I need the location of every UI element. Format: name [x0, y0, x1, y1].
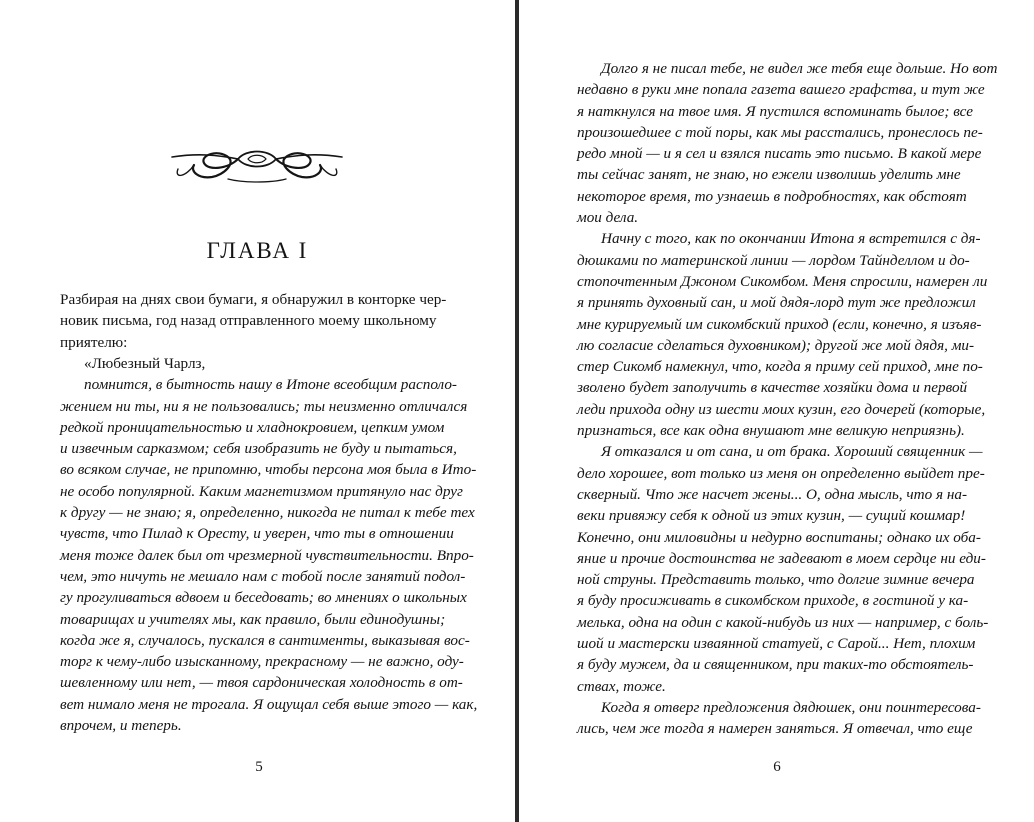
text-line: гу прогуливаться вдвоем и беседовать; во мнениях о школьных	[60, 589, 467, 607]
text-line: зволено будет заполучить в качестве хозяйки дома и первой	[577, 379, 968, 397]
text-line: Долго я не писал тебе, не видел же тебя еще дольше. Но вот	[601, 60, 998, 77]
text-line: и извечным сарказмом; себя изобразить не буду и пытаться,	[60, 440, 457, 458]
text-line: произошедшее с той поры, как мы расстались, пронеслось пе-	[577, 123, 983, 141]
text-line: признаться, все как одна внушают мне великую неприязнь).	[577, 422, 965, 440]
text-line: яние и прочие достоинства не задевают в моем сердце ни еди-	[577, 549, 986, 567]
text-line: чем, это ничуть не мешало нам с тобой после занятий подол-	[60, 567, 466, 585]
text-line: ствах, тоже.	[577, 677, 666, 695]
text-line: лю согласие сделаться духовником); другой же мой дядя, ми-	[577, 336, 975, 354]
intro-paragraph	[60, 289, 460, 353]
text-line: леди прихода одну из шести моих кузин, его дочерей (которые,	[577, 400, 986, 418]
text-line: Когда я отверг предложения дядюшек, они поинтересова-	[601, 698, 981, 716]
text-line: мои дела.	[577, 209, 639, 227]
left-page	[0, 0, 515, 822]
text-line: я наткнулся на твое имя. Я пустился вспоминать былое; все	[577, 102, 973, 120]
text-line: Начну с того, как по окончании Итона я встретился с дя-	[601, 230, 981, 248]
text-line: Я отказался и от сана, и от брака. Хороший священник —	[601, 443, 983, 461]
letter-salutation: «Любезный Чарлз,	[84, 355, 206, 372]
text-line: лись, чем же тогда я намерен заняться. Я отвечал, что еще	[577, 720, 973, 738]
text-line: во всяком случае, не припомню, чтобы персона моя была в Ито-	[60, 461, 477, 479]
text-line: я принять духовный сан, и мой дядя-лорд тут же предложил	[577, 294, 976, 312]
text-line: стер Сикомб намекнул, что, когда я приму сей приход, мне по-	[577, 358, 983, 376]
text-line: Разбирая на днях свои бумаги, я обнаружил в конторке чер-	[60, 291, 447, 308]
text-line: чувств, что Пилад к Оресту, и уверен, что ты в отношении	[60, 525, 454, 543]
text-line: новик письма, год назад отправленного моему школьному	[60, 312, 437, 330]
text-line: редо мной — и я сел и взялся писать это письмо. В какой мере	[577, 145, 982, 163]
text-line: шой и мастерски изваянной статуей, с Сарой... Нет, плохим	[577, 635, 976, 653]
text-line: стопочтенным Джоном Сикомбом. Меня спросили, намерен ли	[577, 272, 988, 290]
text-line: редкой проницательностью и хладнокровием, цепким умом	[60, 418, 445, 436]
text-line: ты сейчас занят, не знаю, но ежели изволишь уделить мне	[577, 166, 961, 184]
right-page	[519, 0, 1034, 822]
text-line: мне курируемый им сикомбский приход (если, конечно, я изъяв-	[577, 315, 982, 333]
text-line: недавно в руки мне попала газета вашего графства, и тут же	[577, 81, 985, 99]
text-line: приятелю:	[60, 333, 128, 351]
page-number: 6	[773, 759, 781, 775]
ornament-flourish-icon	[168, 135, 346, 187]
text-line: товарищах и учителях мы, как правило, были единодушны;	[60, 610, 446, 628]
text-line: впрочем, и теперь.	[60, 717, 182, 735]
text-line: мелька, одна на один с какой-нибудь из них — например, с боль-	[577, 613, 989, 631]
text-line: дело хорошее, вот только из меня он определенно выйдет пре-	[577, 464, 985, 482]
text-line: меня тоже далек был от чрезмерной чувствительности. Впро-	[60, 546, 474, 564]
text-line: шевленному или нет, — твоя сардоническая холодность в от-	[60, 674, 463, 692]
letter-text	[60, 353, 478, 736]
text-line: Конечно, они миловидны и недурно воспитаны; однако их оба-	[577, 528, 981, 546]
text-line: веки привяжу себя к одной из этих кузин, — сущий кошмар!	[577, 507, 966, 525]
text-line: торг к чему-либо изысканному, прекрасному — не важно, оду-	[60, 653, 464, 671]
text-line: дюшками по материнской линии — лордом Тайнделлом и до-	[577, 251, 970, 269]
text-line: к другу — не знаю; я, определенно, никогда не питал к тебе тех	[60, 504, 475, 522]
text-line: жением ни ты, ни я не пользовались; ты неизменно отличался	[60, 397, 468, 415]
text-line: не особо популярной. Каким магнетизмом притянуло нас друг	[60, 482, 463, 500]
text-line: скверный. Что же насчет жены... О, одна мысль, что я на-	[577, 485, 968, 503]
text-line: я буду просиживать в сикомбском приходе, в гостиной у ка-	[577, 592, 969, 610]
text-line: вет нимало меня не трогала. Я ощущал себя выше этого — как,	[60, 695, 478, 713]
text-line: некоторое время, то узнаешь в подробностях, как обстоят	[577, 187, 967, 205]
text-line: ной струны. Представить только, что долгие зимние вечера	[577, 571, 975, 589]
page-number: 5	[255, 759, 263, 775]
text-line: когда же я, случалось, пускался в сантименты, выказывая вос-	[60, 631, 470, 649]
text-line: помнится, в бытность нашу в Итоне всеобщим располо-	[84, 376, 457, 394]
chapter-title: ГЛАВА I	[206, 238, 309, 263]
letter-continuation	[577, 58, 998, 740]
text-line: я буду мужем, да и священником, при таких-то обстоятель-	[577, 656, 974, 674]
